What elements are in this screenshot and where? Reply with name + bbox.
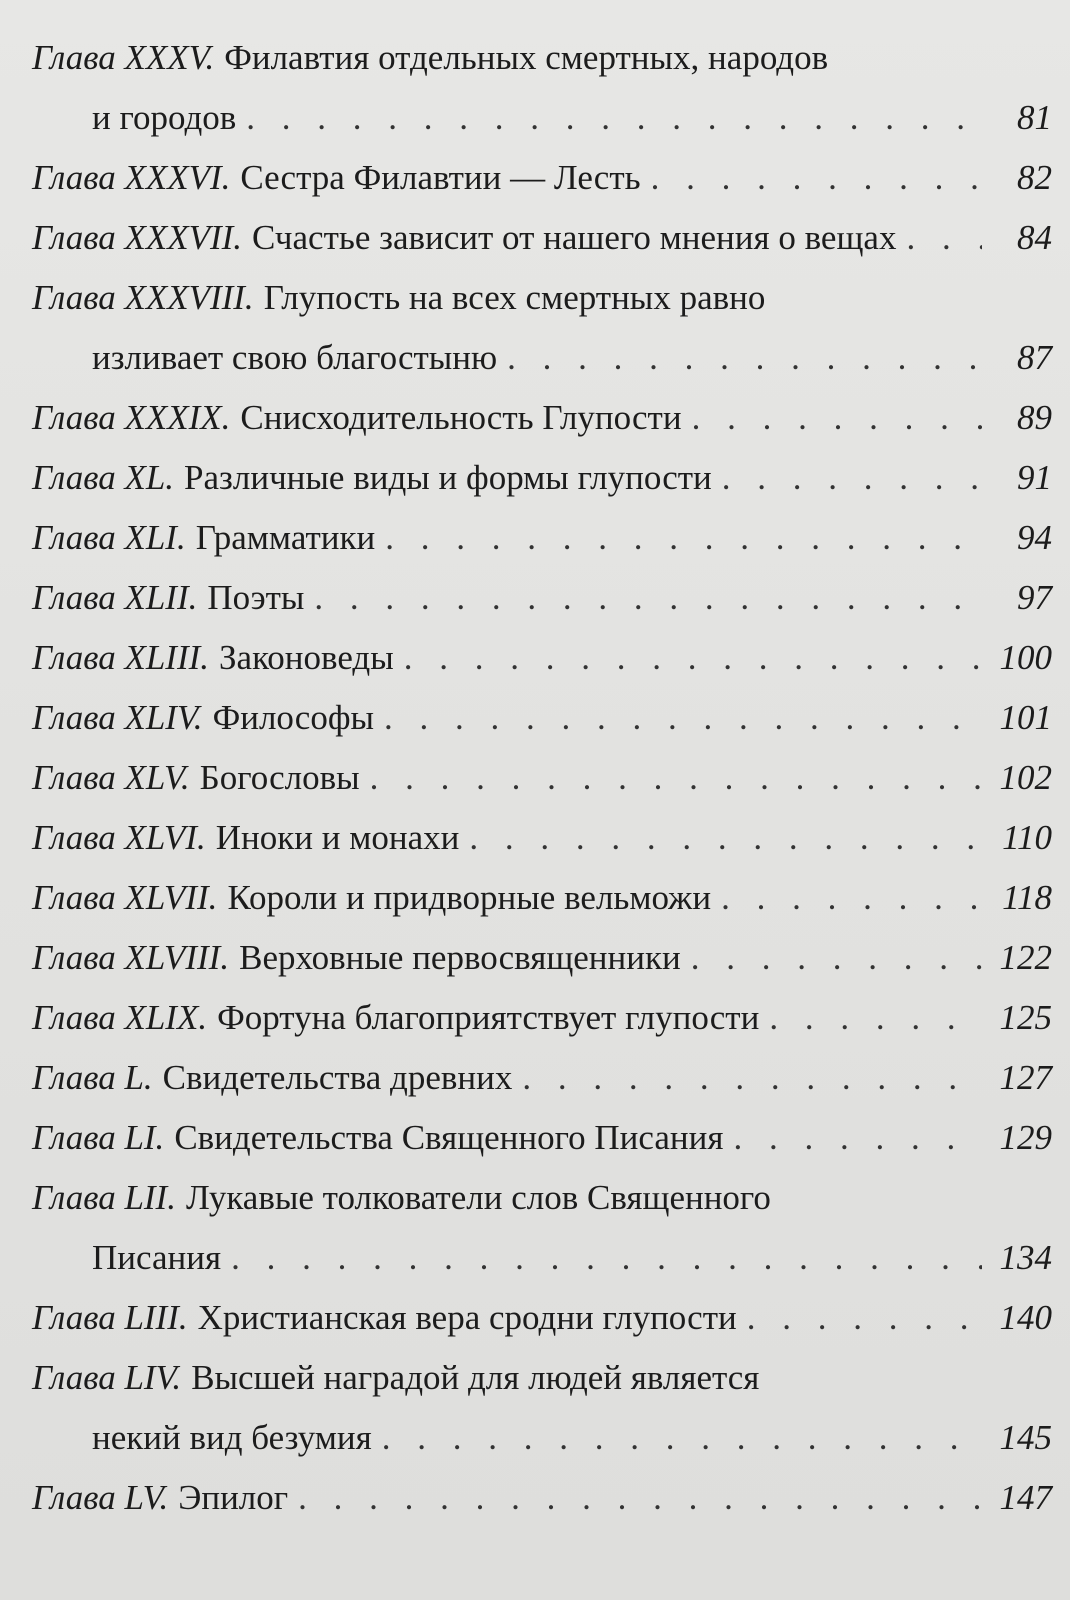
page-number: 134: [999, 1238, 1052, 1277]
page-number: 125: [999, 998, 1052, 1037]
chapter-title-continuation: некий вид безумия: [92, 1418, 372, 1457]
toc-entry-line: [32, 208, 1052, 268]
toc-entry-line: [32, 988, 1052, 1048]
chapter-label: Глава XXXVIII.: [32, 278, 254, 317]
toc-entry: [32, 388, 1052, 448]
dot-leader: [906, 208, 982, 268]
toc-entry: [32, 808, 1052, 868]
toc-entry-line: [32, 1168, 1052, 1228]
page-number: 97: [1017, 578, 1052, 617]
toc-entry: [32, 628, 1052, 688]
dot-leader: [747, 1288, 982, 1348]
toc-entry-line: [32, 1288, 1052, 1348]
toc-entry: [32, 1348, 1052, 1468]
chapter-label: Глава XLIX.: [32, 998, 208, 1037]
chapter-label: Глава XXXVI.: [32, 158, 231, 197]
toc-entry: [32, 208, 1052, 268]
page-number: 87: [1017, 338, 1052, 377]
page-number: 100: [999, 638, 1052, 677]
toc-entry-line: [32, 28, 1052, 88]
chapter-title: Законоведы: [219, 638, 394, 677]
toc-entry-line: [32, 1108, 1052, 1168]
chapter-label: Глава XLVIII.: [32, 938, 230, 977]
table-of-contents: [32, 28, 1052, 1528]
dot-leader: [692, 388, 982, 448]
dot-leader: [382, 1408, 982, 1468]
toc-entry-continuation: [32, 1228, 1052, 1288]
page-number: 94: [1017, 518, 1052, 557]
chapter-label: Глава XLV.: [32, 758, 190, 797]
toc-entry: [32, 148, 1052, 208]
page-number: 145: [999, 1418, 1052, 1457]
chapter-title: Фортуна благоприятствует глупости: [217, 998, 760, 1037]
page-number: 110: [1002, 818, 1052, 857]
toc-entry-line: [32, 448, 1052, 508]
chapter-title: Богословы: [199, 758, 360, 797]
chapter-label: Глава XL.: [32, 458, 175, 497]
toc-entry: [32, 868, 1052, 928]
toc-entry-line: [32, 388, 1052, 448]
dot-leader: [507, 328, 982, 388]
toc-entry: [32, 1288, 1052, 1348]
chapter-label: Глава XLII.: [32, 578, 198, 617]
toc-entry-line: [32, 268, 1052, 328]
dot-leader: [298, 1468, 982, 1528]
toc-entry-line: [32, 1468, 1052, 1528]
toc-entry-line: [32, 568, 1052, 628]
page-number: 82: [1017, 158, 1052, 197]
chapter-label: Глава XXXVII.: [32, 218, 243, 257]
toc-entry: [32, 1168, 1052, 1288]
toc-entry-line: [32, 748, 1052, 808]
toc-entry-line: [32, 508, 1052, 568]
dot-leader: [769, 988, 982, 1048]
toc-entry-line: [32, 1348, 1052, 1408]
page-number: 129: [999, 1118, 1052, 1157]
toc-entry-continuation: [32, 1408, 1052, 1468]
toc-entry-line: [32, 628, 1052, 688]
toc-entry: [32, 988, 1052, 1048]
dot-leader: [385, 508, 982, 568]
dot-leader: [231, 1228, 982, 1288]
toc-entry-line: [32, 688, 1052, 748]
chapter-label: Глава XLIV.: [32, 698, 203, 737]
page-number: 127: [999, 1058, 1052, 1097]
page-number: 118: [1002, 878, 1052, 917]
dot-leader: [370, 748, 982, 808]
chapter-title: Свидетельства Священного Писания: [174, 1118, 724, 1157]
toc-entry: [32, 568, 1052, 628]
page-number: 89: [1017, 398, 1052, 437]
chapter-label: Глава XXXIX.: [32, 398, 231, 437]
dot-leader: [691, 928, 982, 988]
chapter-title: Философы: [212, 698, 375, 737]
toc-entry: [32, 268, 1052, 388]
toc-entry: [32, 748, 1052, 808]
toc-entry: [32, 928, 1052, 988]
dot-leader: [246, 88, 982, 148]
toc-entry-continuation: [32, 88, 1052, 148]
toc-entry: [32, 1468, 1052, 1528]
toc-entry: [32, 448, 1052, 508]
toc-entry-line: [32, 1048, 1052, 1108]
page-number: 81: [1017, 98, 1052, 137]
toc-entry: [32, 28, 1052, 148]
toc-entry-line: [32, 808, 1052, 868]
page-number: 122: [999, 938, 1052, 977]
chapter-title: Высшей наградой для людей является: [191, 1358, 760, 1397]
page-number: 101: [999, 698, 1052, 737]
chapter-title: Сестра Филавтии — Лесть: [240, 158, 641, 197]
toc-entry-line: [32, 928, 1052, 988]
chapter-title: Иноки и монахи: [215, 818, 460, 857]
chapter-title: Эпилог: [178, 1478, 289, 1517]
dot-leader: [722, 448, 982, 508]
chapter-label: Глава XXXV.: [32, 38, 215, 77]
toc-entry: [32, 1048, 1052, 1108]
toc-entry: [32, 508, 1052, 568]
page-number: 147: [999, 1478, 1052, 1517]
toc-entry-line: [32, 148, 1052, 208]
chapter-title-continuation: и городов: [92, 98, 237, 137]
dot-leader: [469, 808, 982, 868]
toc-entry-continuation: [32, 328, 1052, 388]
chapter-label: Глава XLI.: [32, 518, 186, 557]
dot-leader: [314, 568, 982, 628]
chapter-label: Глава L.: [32, 1058, 153, 1097]
chapter-title: Поэты: [207, 578, 305, 617]
chapter-title: Лукавые толкователи слов Священного: [185, 1178, 771, 1217]
chapter-title: Различные виды и формы глупости: [184, 458, 712, 497]
chapter-title: Свидетельства древних: [162, 1058, 513, 1097]
chapter-title: Грамматики: [195, 518, 376, 557]
chapter-title: Счастье зависит от нашего мнения о вещах: [252, 218, 897, 257]
toc-entry-line: [32, 868, 1052, 928]
chapter-title-continuation: изливает свою благостыню: [92, 338, 498, 377]
chapter-label: Глава LV.: [32, 1478, 169, 1517]
chapter-title-continuation: Писания: [92, 1238, 222, 1277]
chapter-label: Глава LIII.: [32, 1298, 188, 1337]
chapter-title: Снисходительность Глупости: [240, 398, 682, 437]
dot-leader: [721, 868, 982, 928]
dot-leader: [651, 148, 982, 208]
chapter-label: Глава LIV.: [32, 1358, 182, 1397]
dot-leader: [384, 688, 982, 748]
chapter-label: Глава XLVII.: [32, 878, 218, 917]
chapter-title: Глупость на всех смертных равно: [263, 278, 766, 317]
chapter-title: Филавтия отдельных смертных, народов: [224, 38, 829, 77]
chapter-title: Короли и придворные вельможи: [227, 878, 712, 917]
toc-entry: [32, 688, 1052, 748]
chapter-label: Глава LI.: [32, 1118, 165, 1157]
page-number: 91: [1017, 458, 1052, 497]
chapter-label: Глава XLIII.: [32, 638, 209, 677]
chapter-label: Глава XLVI.: [32, 818, 206, 857]
chapter-label: Глава LII.: [32, 1178, 176, 1217]
dot-leader: [733, 1108, 982, 1168]
dot-leader: [522, 1048, 982, 1108]
toc-entry: [32, 1108, 1052, 1168]
chapter-title: Верховные первосвященники: [239, 938, 681, 977]
page-number: 84: [1017, 218, 1052, 257]
dot-leader: [404, 628, 982, 688]
chapter-title: Христианская вера сродни глупости: [197, 1298, 737, 1337]
page-number: 102: [999, 758, 1052, 797]
page-number: 140: [999, 1298, 1052, 1337]
